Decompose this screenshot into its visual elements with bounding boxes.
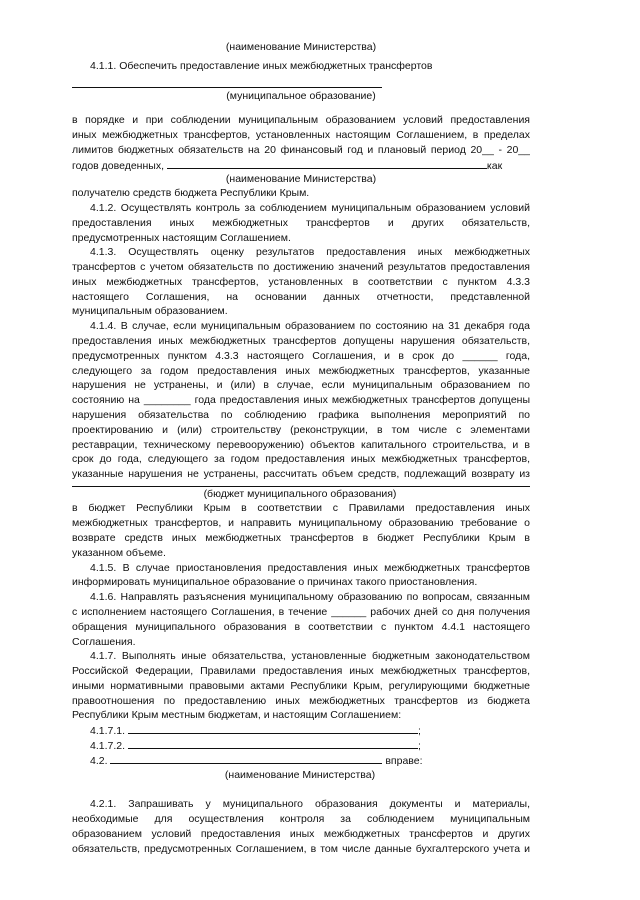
blank-line [128,723,418,734]
text-line: межбюджетных трансфертов, и направить муниципальному образованию требование о [72,517,530,529]
blank-line [128,738,418,749]
caption-ministry-3: (наименование Министерства) [224,769,376,781]
text-line: иных межбюджетных трансфертов, установленных в соответствии с пунктом 4.3.3 [72,276,530,288]
text-line: иными нормативными правовыми актами Республики Крым, регулирующими бюджетные [72,680,530,692]
caption-municipality: (муниципальное образование) [226,90,376,102]
caption-ministry-2: (наименование Министерства) [225,173,377,185]
text-line: предусмотренных настоящим Соглашением. [72,232,291,244]
text-line: нарушения не устранены, и (или) в случае, если муниципальным образованием по [72,379,530,391]
text-line: Российской Федерации, Правилами предоставления иных межбюджетных трансфертов, [72,665,530,677]
para-4-2-1: 4.2.1. Запрашивать у муниципального образования документы и материалы, [90,798,530,810]
para-4-1-6: 4.1.6. Направлять разъяснения муниципальному образованию по вопросам, связанным [90,591,530,603]
text-line: предоставления иных межбюджетных трансфертов допущены нарушения обязательств, [72,335,530,347]
text-line: информировать муниципальное образование о причинах такого приостановления. [72,576,478,588]
text-line: состоянию на ________ года предоставления иных межбюджетных трансфертов допущены [72,394,530,406]
para-4-1-2: 4.1.2. Осуществлять контроль за соблюдением муниципальным образованием условий [90,202,530,214]
text-line: в бюджет Республики Крым в соответствии с Правилами предоставления иных [72,502,530,514]
text-line: годов доведенных, как [72,160,503,172]
text-line: правоотношения по предоставлению иных межбюджетных трансфертов из бюджета [72,695,530,707]
blank-line [167,158,487,169]
text-line: нарушения обязательства по соблюдению графика выполнения мероприятий по [72,409,530,421]
text-line: предоставления иных межбюджетных трансфертов и других обязательств, [72,217,530,229]
para-4-1-4: 4.1.4. В случае, если муниципальным образованием по состоянию на 31 декабря года [90,320,530,332]
blank-line [72,87,382,88]
item-4-1-7-1: 4.1.7.1. ; [90,725,421,737]
text-line: следующего за годом предоставления иных межбюджетных трансфертов, указанные [72,365,530,377]
text-line: указанные нарушения не устранены, рассчитать объем средств, подлежащий возврату из [72,468,530,480]
text-line: с исполнением настоящего Соглашения, в течение ______ рабочих дней со дня получения [72,606,530,618]
text-line: в порядке и при соблюдении муниципальным образованием условий предоставления [72,114,530,126]
text-line: 4.1.1. Обеспечить предоставление иных межбюджетных трансфертов [90,60,433,72]
para-4-1-7: 4.1.7. Выполнять иные обязательства, установленные бюджетным законодательством [90,650,530,662]
text-line: проектированию и (или) строительству (реконструкции, в том числе с элементами [72,424,530,436]
text-line: возврате средств иных межбюджетных трансфертов в бюджет Республики Крым в [72,532,530,544]
text-line: предусмотренных пунктом 4.3.3 настоящего Соглашения, и в срок до ______ года, [72,350,530,362]
text-line: образованием условий предоставления иных межбюджетных трансфертов и других [72,828,530,840]
caption-municipal-budget: (бюджет муниципального образования) [203,488,397,500]
text-line: иных межбюджетных трансфертов, установленных настоящим Соглашением, в пределах [72,129,530,141]
text-line: обращения муниципального образования в соответствии с пунктом 4.4.1 настоящего [72,621,530,633]
para-4-1-5: 4.1.5. В случае приостановления предоставления иных межбюджетных трансфертов [90,562,530,574]
text-line: необходимые для осуществления контроля за соблюдением муниципальным [72,813,530,825]
text-line: муниципальным образованием. [72,305,228,317]
text-line: настоящего Соглашения, на основании данных отчетности, представленной [72,291,530,303]
text-line: указанном объеме. [72,547,166,559]
text-line: реставрации, техническому перевооружению) объектов капитального строительства, и в [72,439,530,451]
text-line: Соглашения. [72,636,136,648]
item-4-1-7-2: 4.1.7.2. ; [90,740,421,752]
text-line: срок до года, следующего за годом предоставления иных межбюджетных трансфертов, [72,453,530,465]
blank-line [110,753,382,764]
text-line: лимитов бюджетных обязательств на 20 финансовый год и плановый период 20__ - 20__ [72,144,530,156]
text-line: трансфертов с учетом обязательств по достижению значений результатов предоставления [72,261,530,273]
text-line: обязательств, предусмотренных Соглашением, в том числе данные бухгалтерского учета и [72,843,530,855]
para-4-1-3: 4.1.3. Осуществлять оценку результатов предоставления иных межбюджетных [90,246,530,258]
text-line: Республики Крым местным бюджетам, и настоящим Соглашением: [72,709,402,721]
caption-ministry-1: (наименование Министерства) [225,41,377,53]
item-4-2: 4.2. вправе: [90,755,423,767]
text-line: получателю средств бюджета Республики Крым. [72,187,310,199]
